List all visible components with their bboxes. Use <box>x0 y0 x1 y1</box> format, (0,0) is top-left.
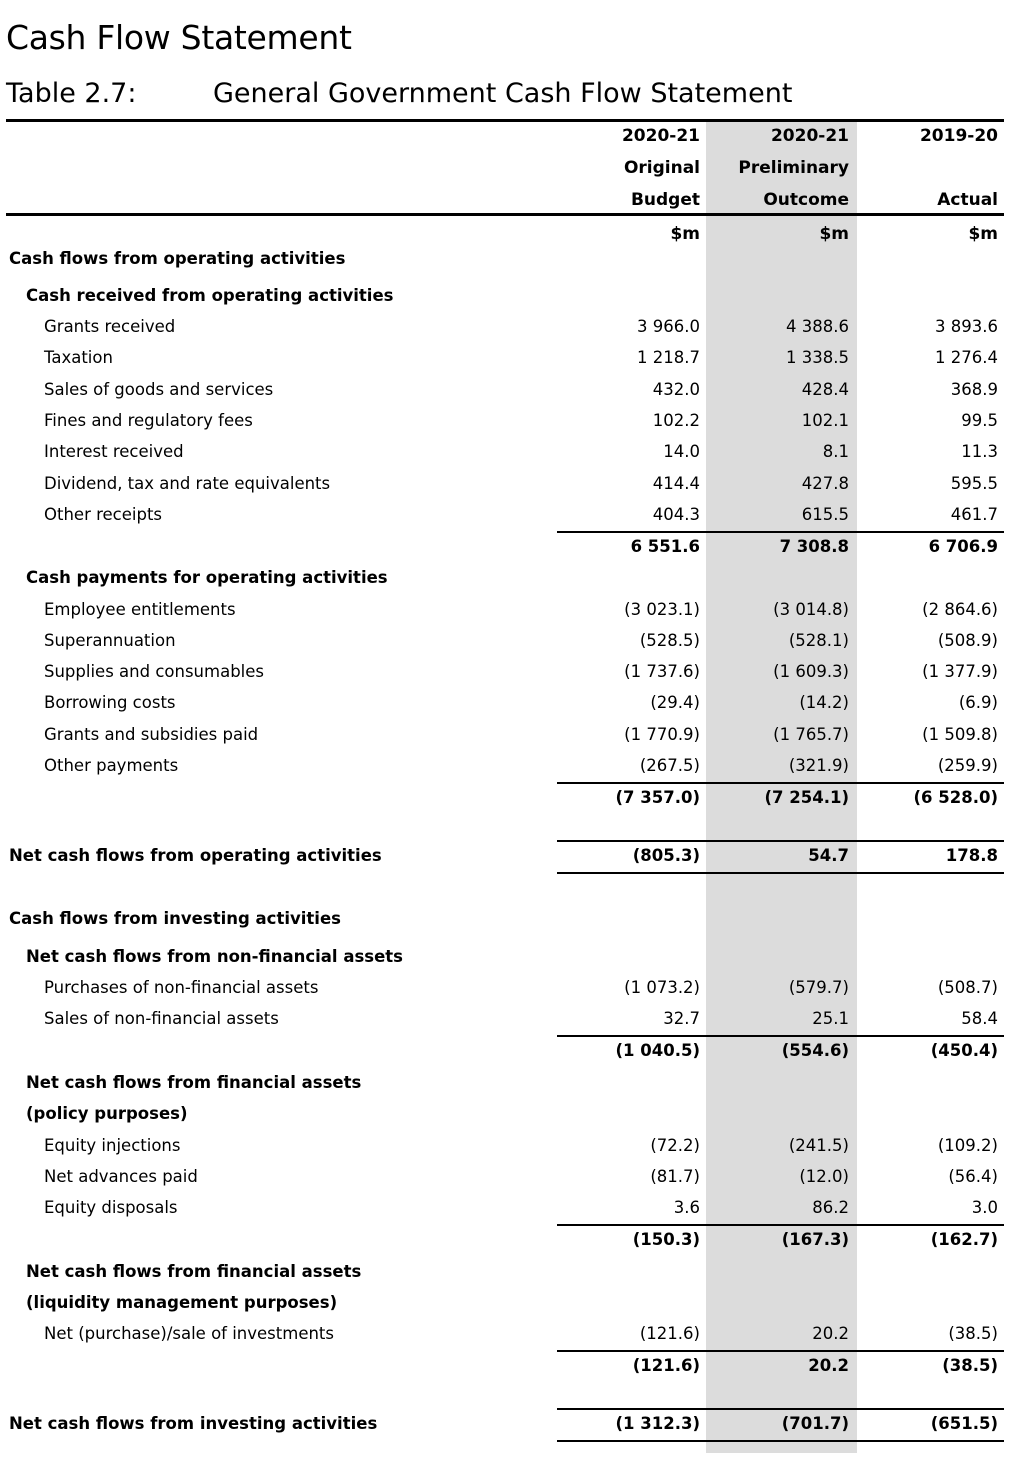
row-value: 54.7 <box>808 846 849 865</box>
row-value: 25.1 <box>812 1009 849 1028</box>
subtotal-rule <box>557 1224 706 1226</box>
row-value: 99.5 <box>961 411 998 430</box>
row-value: 615.5 <box>801 505 849 524</box>
row-value: 1 218.7 <box>637 348 700 367</box>
row-value: 86.2 <box>812 1198 849 1217</box>
section-heading: Net cash flows from investing activities <box>9 1414 378 1433</box>
subtotal-rule <box>857 1350 1004 1352</box>
row-value: (3 014.8) <box>773 600 849 619</box>
subtotal-value: (162.7) <box>930 1230 998 1249</box>
subtotal-rule <box>857 1224 1004 1226</box>
row-value: (29.4) <box>650 693 700 712</box>
row-value: 1 276.4 <box>935 348 998 367</box>
total-rule-below <box>557 872 706 874</box>
row-value: (1 312.3) <box>615 1414 700 1433</box>
subtotal-rule <box>557 1350 706 1352</box>
section-heading: Cash payments for operating activities <box>26 568 388 587</box>
row-value: 4 388.6 <box>786 317 849 336</box>
column-header-line: 2019-20 <box>919 126 998 146</box>
row-value: (528.5) <box>639 631 700 650</box>
row-value: 414.4 <box>652 474 700 493</box>
total-rule-above <box>557 840 706 842</box>
total-rule-above <box>706 840 857 842</box>
row-value: 58.4 <box>961 1009 998 1028</box>
column-header-line: Outcome <box>763 190 849 210</box>
row-value: (579.7) <box>788 978 849 997</box>
total-rule-below <box>857 1440 1004 1442</box>
row-value: 102.2 <box>652 411 700 430</box>
total-rule-below <box>557 1440 706 1442</box>
page-title: Cash Flow Statement <box>6 18 352 57</box>
row-label: Other receipts <box>44 505 163 524</box>
row-value: 102.1 <box>801 411 849 430</box>
subtotal-value: (1 040.5) <box>615 1041 700 1060</box>
total-rule-above <box>857 840 1004 842</box>
subtotal-rule <box>706 1035 857 1037</box>
row-label: Sales of non-financial assets <box>44 1009 279 1028</box>
subtotal-rule <box>706 782 857 784</box>
column-header-line: 2020-21 <box>621 126 700 146</box>
row-value: 8.1 <box>822 442 849 461</box>
total-rule-above <box>557 1408 706 1410</box>
subtotal-value: (6 528.0) <box>913 788 998 807</box>
row-value: 432.0 <box>652 380 700 399</box>
row-label: Employee entitlements <box>44 600 236 619</box>
row-value: 14.0 <box>663 442 700 461</box>
subtotal-value: (554.6) <box>781 1041 849 1060</box>
row-value: (2 864.6) <box>922 600 998 619</box>
row-value: (321.9) <box>788 756 849 775</box>
row-value: 428.4 <box>801 380 849 399</box>
subtotal-value: (150.3) <box>632 1230 700 1249</box>
row-value: 32.7 <box>663 1009 700 1028</box>
row-value: (508.9) <box>937 631 998 650</box>
row-value: (259.9) <box>937 756 998 775</box>
row-label: Grants and subsidies paid <box>44 725 259 744</box>
row-label: Borrowing costs <box>44 693 176 712</box>
row-value: (1 765.7) <box>773 725 849 744</box>
section-heading: (liquidity management purposes) <box>26 1293 338 1312</box>
row-value: (12.0) <box>799 1167 849 1186</box>
subtotal-rule <box>706 1224 857 1226</box>
column-header-line: Budget <box>630 190 700 210</box>
subtotal-value: (7 357.0) <box>615 788 700 807</box>
subtotal-rule <box>857 1035 1004 1037</box>
row-label: Other payments <box>44 756 179 775</box>
total-rule-below <box>706 1440 857 1442</box>
section-heading: Net cash flows from financial assets <box>26 1262 362 1281</box>
subtotal-value: (450.4) <box>930 1041 998 1060</box>
total-rule-above <box>706 1408 857 1410</box>
row-label: Superannuation <box>44 631 176 650</box>
row-value: (1 073.2) <box>624 978 700 997</box>
row-value: (651.5) <box>930 1414 998 1433</box>
subtotal-rule <box>557 531 706 533</box>
row-value: 3.0 <box>971 1198 998 1217</box>
row-label: Net (purchase)/sale of investments <box>44 1324 334 1343</box>
row-value: (701.7) <box>781 1414 849 1433</box>
row-value: (1 770.9) <box>624 725 700 744</box>
row-label: Fines and regulatory fees <box>44 411 253 430</box>
row-value: 20.2 <box>812 1324 849 1343</box>
row-label: Supplies and consumables <box>44 662 264 681</box>
row-value: 1 338.5 <box>786 348 849 367</box>
row-value: 368.9 <box>950 380 998 399</box>
row-value: (1 609.3) <box>773 662 849 681</box>
row-value: (81.7) <box>650 1167 700 1186</box>
subtotal-rule <box>857 531 1004 533</box>
header-bottom-rule <box>6 213 1004 216</box>
subtotal-rule <box>706 531 857 533</box>
row-label: Equity disposals <box>44 1198 178 1217</box>
row-value: (508.7) <box>937 978 998 997</box>
row-value: 11.3 <box>961 442 998 461</box>
row-value: (3 023.1) <box>624 600 700 619</box>
column-header-line: Actual <box>937 190 998 210</box>
row-value: (56.4) <box>948 1167 998 1186</box>
column-header-line: Original <box>623 158 700 178</box>
section-heading: Cash flows from operating activities <box>9 249 346 268</box>
subtotal-value: (7 254.1) <box>764 788 849 807</box>
section-heading: Net cash flows from non-financial assets <box>26 947 404 966</box>
row-value: (267.5) <box>639 756 700 775</box>
row-value: 427.8 <box>801 474 849 493</box>
table-number: Table 2.7: <box>6 78 137 109</box>
row-value: (14.2) <box>799 693 849 712</box>
subtotal-rule <box>557 1035 706 1037</box>
row-value: 595.5 <box>950 474 998 493</box>
subtotal-value: 6 551.6 <box>630 537 700 556</box>
row-label: Grants received <box>44 317 176 336</box>
row-value: (805.3) <box>632 846 700 865</box>
row-value: (528.1) <box>788 631 849 650</box>
section-heading: (policy purposes) <box>26 1104 188 1123</box>
column-unit: $m <box>670 224 700 244</box>
row-value: (1 509.8) <box>922 725 998 744</box>
subtotal-rule <box>857 782 1004 784</box>
row-value: (1 737.6) <box>624 662 700 681</box>
row-label: Equity injections <box>44 1136 181 1155</box>
section-heading: Cash flows from investing activities <box>9 909 341 928</box>
section-heading: Net cash flows from operating activities <box>9 846 382 865</box>
row-value: 3 966.0 <box>637 317 700 336</box>
row-value: (1 377.9) <box>922 662 998 681</box>
total-rule-below <box>857 872 1004 874</box>
column-unit: $m <box>968 224 998 244</box>
section-heading: Net cash flows from financial assets <box>26 1073 362 1092</box>
row-label: Interest received <box>44 442 184 461</box>
row-value: (241.5) <box>788 1136 849 1155</box>
subtotal-value: (167.3) <box>781 1230 849 1249</box>
table-title: General Government Cash Flow Statement <box>213 78 793 109</box>
row-label: Sales of goods and services <box>44 380 274 399</box>
subtotal-value: 20.2 <box>808 1356 849 1375</box>
row-value: 404.3 <box>652 505 700 524</box>
subtotal-value: (121.6) <box>632 1356 700 1375</box>
row-label: Purchases of non-financial assets <box>44 978 319 997</box>
row-value: (109.2) <box>937 1136 998 1155</box>
row-label: Taxation <box>44 348 113 367</box>
row-value: (38.5) <box>948 1324 998 1343</box>
column-unit: $m <box>819 224 849 244</box>
column-header-line: 2020-21 <box>770 126 849 146</box>
subtotal-value: 6 706.9 <box>928 537 998 556</box>
total-rule-below <box>706 872 857 874</box>
subtotal-value: 7 308.8 <box>779 537 849 556</box>
subtotal-rule <box>706 1350 857 1352</box>
row-label: Dividend, tax and rate equivalents <box>44 474 331 493</box>
row-value: 461.7 <box>950 505 998 524</box>
section-heading: Cash received from operating activities <box>26 286 394 305</box>
row-value: 3.6 <box>673 1198 700 1217</box>
row-value: (6.9) <box>958 693 998 712</box>
column-header-line: Preliminary <box>738 158 849 178</box>
total-rule-above <box>857 1408 1004 1410</box>
row-value: (72.2) <box>650 1136 700 1155</box>
row-label: Net advances paid <box>44 1167 198 1186</box>
row-value: (121.6) <box>639 1324 700 1343</box>
row-value: 3 893.6 <box>935 317 998 336</box>
subtotal-value: (38.5) <box>942 1356 998 1375</box>
subtotal-rule <box>557 782 706 784</box>
table-top-rule <box>6 119 1004 122</box>
row-value: 178.8 <box>945 846 998 865</box>
